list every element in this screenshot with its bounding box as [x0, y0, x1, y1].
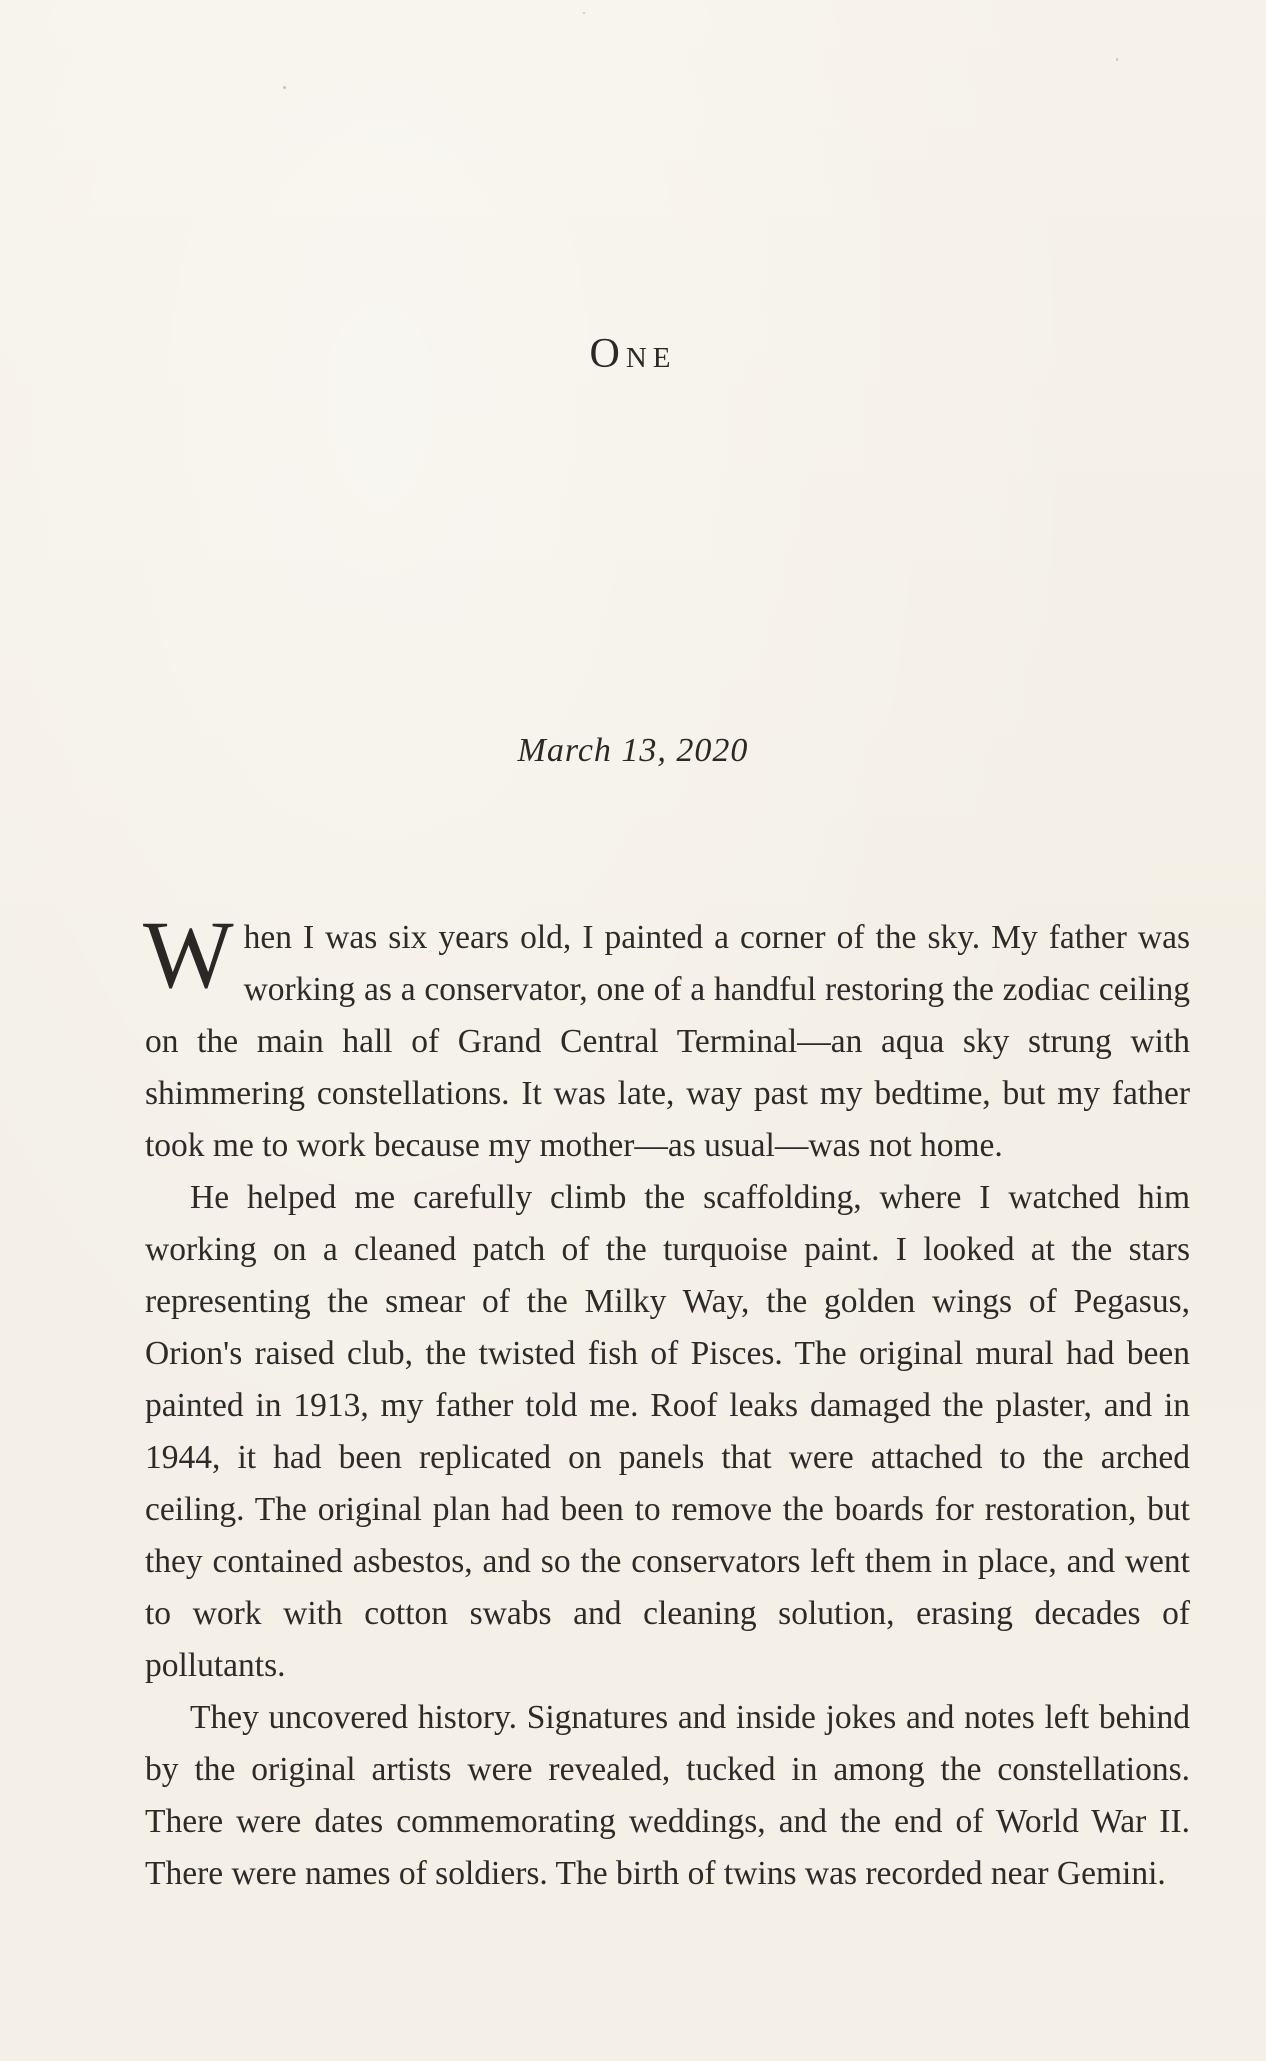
paper-speck [283, 86, 286, 89]
paper-speck [583, 12, 585, 14]
paragraph: He helped me carefully climb the scaffolding, where I watched him working on a cleaned patch of the turquoise paint. I looked at the stars representing the smear of the Milky Way, the golden wings of Pegasus, Orion's raised club, the twisted fish of Pisces. The original mural had been painted in 1913, my father told me. Roof leaks damaged the plaster, and in 1944, it had been replicated on panels that were attached to the arched ceiling. The original plan had been to remove the boards for restoration, but they contained asbestos, and so the conservators left them in place, and went to work with cotton swabs and cleaning solution, erasing decades of pollutants. [145, 1179, 1190, 1684]
chapter-date: March 13, 2020 [517, 732, 749, 769]
paper-speck [1116, 58, 1118, 61]
body-text [143, 901, 1190, 1900]
chapter-title: One [589, 331, 677, 377]
paragraph: They uncovered history. Signatures and inside jokes and notes left behind by the original artists were revealed, tucked in among the constellations. There were dates commemorating weddings, and the end of World War II. There were names of soldiers. The birth of twins was recorded near Gemini. [145, 1699, 1190, 1892]
paragraph-text: hen I was six years old, I painted a corner of the sky. My father was working as a conservator, one of a handful restoring the zodiac ceiling on the main hall of Grand Central Terminal—an aqua sky strung with shimmering constellations. It was late, way past my bedtime, but my father took me to work because my mother—as usual—was not home. [145, 919, 1190, 1164]
paragraph [143, 901, 1190, 1172]
drop-cap: W [143, 901, 234, 1008]
